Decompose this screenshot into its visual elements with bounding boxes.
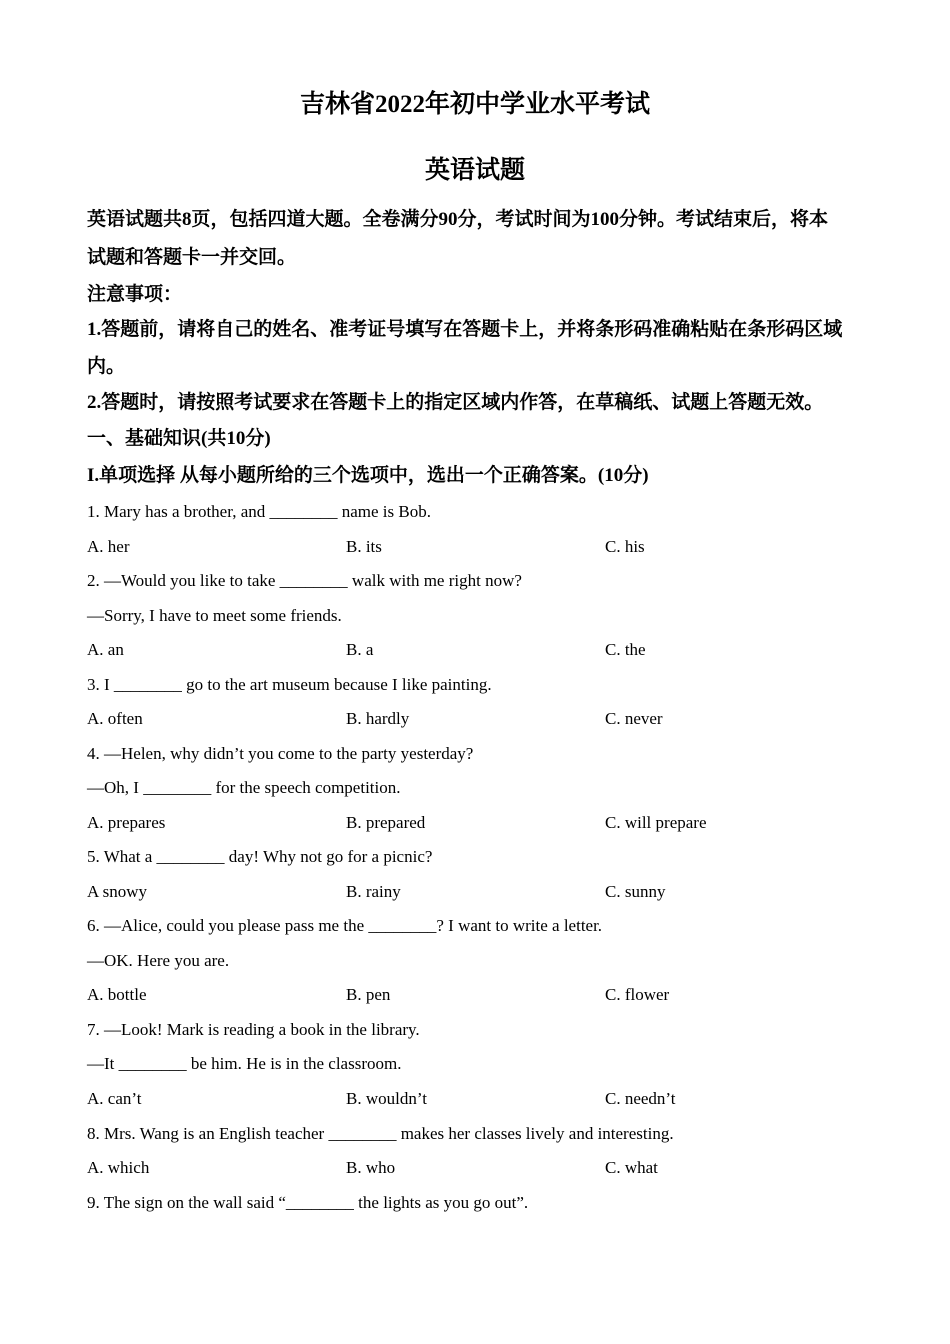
note-2: 2.答题时，请按照考试要求在答题卡上的指定区域内作答，在草稿纸、试题上答题无效。 bbox=[87, 392, 824, 413]
question-8-option-b: B. who bbox=[346, 1158, 396, 1177]
question-6-option-b: B. pen bbox=[346, 985, 391, 1004]
question-3-option-c: C. never bbox=[605, 709, 663, 728]
notes-heading: 注意事项： bbox=[87, 284, 183, 305]
question-6-option-a: A. bottle bbox=[87, 985, 147, 1004]
question-6-reply: —OK. Here you are. bbox=[87, 951, 230, 970]
question-4-option-b: B. prepared bbox=[346, 813, 426, 832]
question-6-stem: 6. —Alice, could you please pass me the ________? I want to write a letter. bbox=[87, 916, 603, 935]
question-5-option-b: B. rainy bbox=[346, 882, 401, 901]
question-2-reply: —Sorry, I have to meet some friends. bbox=[87, 606, 342, 625]
question-8-option-a: A. which bbox=[87, 1158, 150, 1177]
question-2-option-a: A. an bbox=[87, 640, 124, 659]
question-5-option-c: C. sunny bbox=[605, 882, 666, 901]
question-7-reply: —It ________ be him. He is in the classroom. bbox=[87, 1054, 402, 1073]
question-7-option-a: A. can’t bbox=[87, 1089, 142, 1108]
question-6-option-c: C. flower bbox=[605, 985, 670, 1004]
question-4-stem: 4. —Helen, why didn’t you come to the party yesterday? bbox=[87, 744, 474, 763]
question-7-option-c: C. needn’t bbox=[605, 1089, 676, 1108]
question-1-option-a: A. her bbox=[87, 537, 130, 556]
part-title: 一、基础知识(共10分) bbox=[87, 428, 271, 449]
question-3-option-b: B. hardly bbox=[346, 709, 410, 728]
question-1-stem: 1. Mary has a brother, and ________ name is Bob. bbox=[87, 502, 431, 521]
exam-subtitle: 英语试题 bbox=[424, 157, 525, 184]
note-1-line-1: 1.答题前，请将自己的姓名、准考证号填写在答题卡上，并将条形码准确粘贴在条形码区域 bbox=[87, 319, 843, 340]
question-5-option-a: A snowy bbox=[87, 882, 147, 901]
question-1-option-c: C. his bbox=[605, 537, 645, 556]
question-3-stem: 3. I ________ go to the art museum because I like painting. bbox=[87, 675, 492, 694]
question-8-option-c: C. what bbox=[605, 1158, 658, 1177]
note-1-line-2: 内。 bbox=[87, 356, 126, 377]
question-2-option-c: C. the bbox=[605, 640, 646, 659]
intro-line-1: 英语试题共8页，包括四道大题。全卷满分90分，考试时间为100分钟。考试结束后，将本 bbox=[87, 209, 829, 230]
question-2-option-b: B. a bbox=[346, 640, 374, 659]
question-4-option-c: C. will prepare bbox=[605, 813, 707, 832]
question-4-option-a: A. prepares bbox=[87, 813, 166, 832]
section-title: I.单项选择 从每小题所给的三个选项中，选出一个正确答案。(10分) bbox=[87, 465, 649, 486]
question-9-stem: 9. The sign on the wall said “________ the lights as you go out”. bbox=[87, 1193, 529, 1212]
intro-line-2: 试题和答题卡一并交回。 bbox=[87, 247, 297, 268]
exam-title: 吉林省2022年初中学业水平考试 bbox=[299, 91, 650, 118]
question-1-option-b: B. its bbox=[346, 537, 382, 556]
question-3-option-a: A. often bbox=[87, 709, 143, 728]
question-8-stem: 8. Mrs. Wang is an English teacher ________ makes her classes lively and interesting. bbox=[87, 1124, 674, 1143]
question-7-option-b: B. wouldn’t bbox=[346, 1089, 427, 1108]
question-2-stem: 2. —Would you like to take ________ walk with me right now? bbox=[87, 571, 522, 590]
question-7-stem: 7. —Look! Mark is reading a book in the library. bbox=[87, 1020, 420, 1039]
question-4-reply: —Oh, I ________ for the speech competition. bbox=[87, 778, 401, 797]
question-5-stem: 5. What a ________ day! Why not go for a picnic? bbox=[87, 847, 433, 866]
